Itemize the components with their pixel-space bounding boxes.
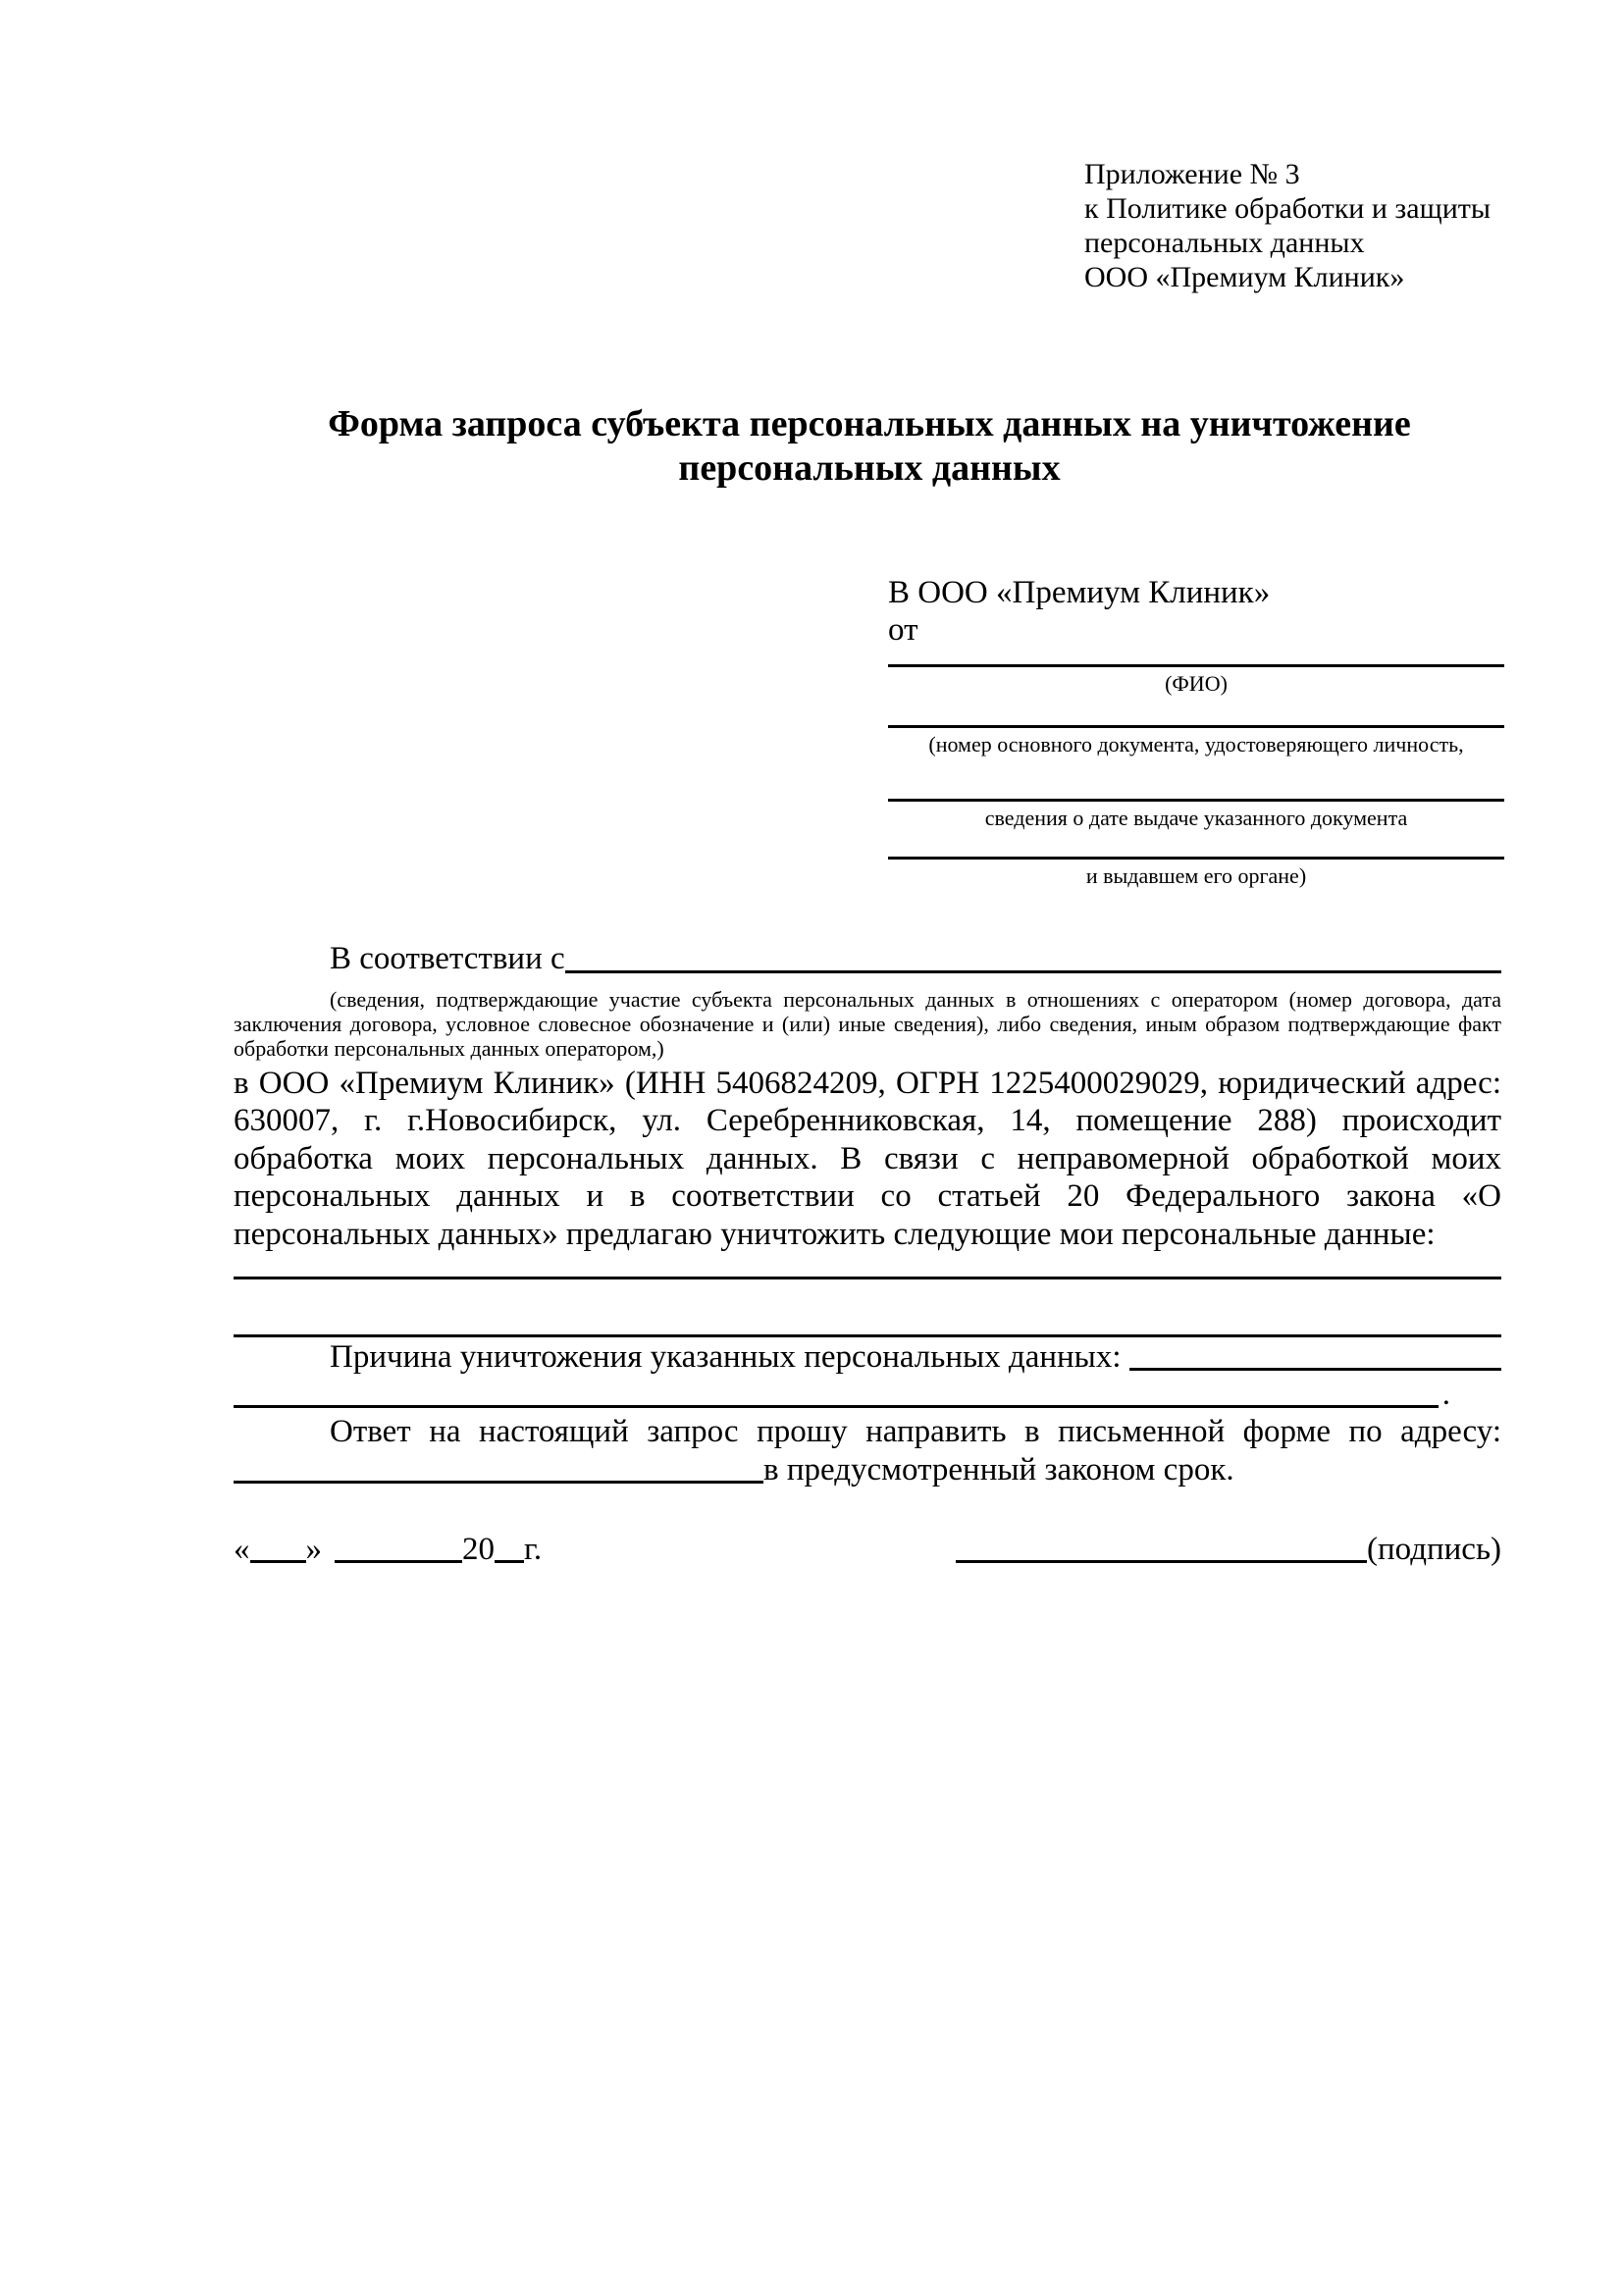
accordance-prefix: В соответствии с <box>330 941 565 976</box>
year-suffix: г. <box>524 1532 543 1567</box>
day-blank-line <box>250 1560 306 1563</box>
footnote-line: (сведения, подтверждающие участие субъекта персональных данных в отношениях с оператором (номер договора, дата <box>330 986 1501 1012</box>
date-field <box>234 1531 542 1569</box>
id-doc-blank-line <box>888 697 1504 728</box>
issuing-authority-blank-line <box>888 831 1504 860</box>
signature-blank-line <box>956 1560 1367 1563</box>
appendix-note-line: Приложение № 3 <box>1084 158 1300 190</box>
accordance-row <box>234 940 1501 978</box>
issue-date-blank-line <box>888 757 1504 802</box>
id-doc-label: (номер основного документа, удостоверяющего личность, <box>928 732 1464 757</box>
reason-continuation-row <box>234 1376 1501 1413</box>
issue-date-label: сведения о дате выдаче указанного документа <box>984 806 1408 830</box>
footnote-line: обработки персональных данных оператором,) <box>234 1035 664 1061</box>
month-blank-line <box>335 1560 462 1563</box>
appendix-note-line: ООО «Премиум Клиник» <box>1084 261 1405 293</box>
year-blank-line <box>495 1560 524 1563</box>
year-prefix: 20 <box>462 1532 495 1567</box>
footnote-line: заключения договора, условное словесное обозначение и (или) иные сведения), либо сведения, иным образом подтверждающие факт <box>234 1011 1501 1036</box>
document-title <box>234 402 1505 491</box>
personal-data-blank-line-1 <box>234 1253 1501 1279</box>
reason-label: Причина уничтожения указанных персональных данных: <box>330 1338 1122 1375</box>
address-blank-line <box>234 1481 763 1484</box>
answer-line: Ответ на настоящий запрос прошу направить в письменной форме по адресу: <box>330 1414 1501 1449</box>
title-line: персональных данных <box>678 447 1061 489</box>
date-quote-close: » <box>305 1532 322 1567</box>
appendix-note-line: к Политике обработки и защиты <box>1084 192 1492 225</box>
personal-data-blank-line-2 <box>234 1279 1501 1337</box>
main-text <box>234 940 1501 1569</box>
reason-row <box>234 1337 1501 1376</box>
signature-label: (подпись) <box>1367 1532 1501 1567</box>
address-row <box>234 1451 1501 1489</box>
reason-blank-line <box>1129 1368 1501 1371</box>
addressee-from: от <box>888 612 918 648</box>
fio-label: (ФИО) <box>1165 671 1228 696</box>
issuing-authority-label: и выдавшем его органе) <box>1085 863 1307 888</box>
paragraph-line: в ООО «Премиум Клиник» (ИНН 5406824209, ОГРН 1225400029029, юридический адрес: <box>234 1065 1501 1101</box>
footer-row <box>234 1531 1501 1569</box>
term-text: в предусмотренный законом срок. <box>763 1452 1234 1487</box>
paragraph-line: персональных данных» предлагаю уничтожить следующие мои персональные данные: <box>234 1216 1436 1252</box>
title-line: Форма запроса субъекта персональных данных на уничтожение <box>328 403 1411 444</box>
request-paragraph <box>234 1065 1501 1254</box>
paragraph-line: 630007, г. г.Новосибирск, ул. Серебренниковская, 14, помещение 288) происходит <box>234 1103 1501 1138</box>
addressee-to: В ООО «Премиум Клиник» <box>888 575 1271 610</box>
reason-blank-line-2 <box>234 1405 1439 1408</box>
paragraph-line: персональных данных и в соответствии со статьей 20 Федерального закона «О <box>234 1178 1501 1214</box>
date-quote-open: « <box>234 1532 250 1567</box>
fio-blank-line <box>888 649 1504 667</box>
signature-field <box>956 1531 1501 1569</box>
sentence-period: . <box>1441 1376 1450 1412</box>
appendix-note-line: персональных данных <box>1084 227 1365 259</box>
addressee-block <box>888 574 1504 889</box>
footnote <box>234 987 1501 1061</box>
appendix-note <box>1084 157 1491 294</box>
paragraph-line: обработка моих персональных данных. В связи с неправомерной обработкой моих <box>234 1140 1501 1176</box>
accordance-blank-line <box>565 970 1501 973</box>
